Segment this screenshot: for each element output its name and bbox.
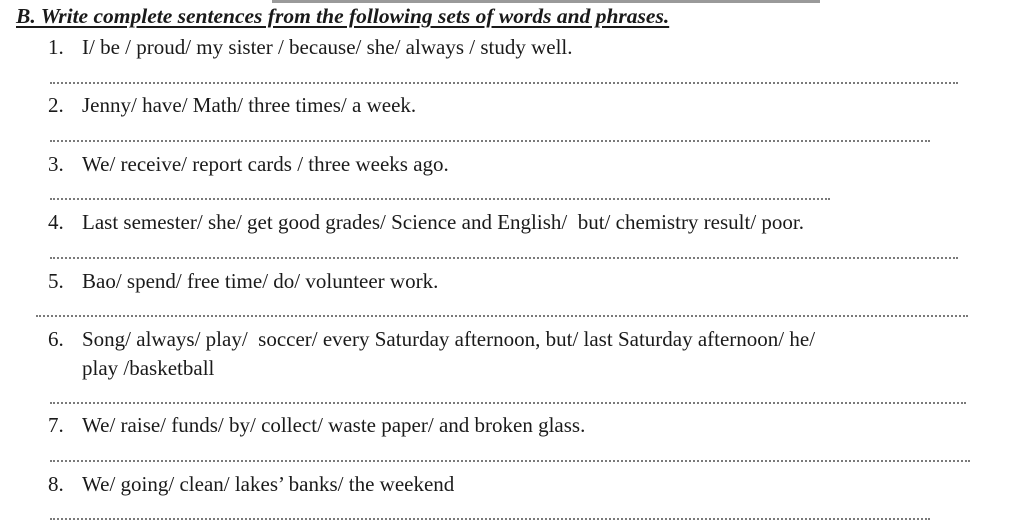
item-number: 7. — [48, 413, 64, 437]
answer-line-8[interactable] — [50, 518, 930, 520]
item-prompt: I/ be / proud/ my sister / because/ she/ always / study well. — [82, 35, 573, 59]
item-prompt: Song/ always/ play/ soccer/ every Saturday afternoon, but/ last Saturday afternoon/ he/ play /basketball — [82, 327, 816, 380]
answer-line-4[interactable] — [50, 257, 958, 259]
answer-line-5[interactable] — [36, 315, 968, 317]
answer-line-2[interactable] — [50, 140, 930, 142]
item-prompt: Last semester/ she/ get good grades/ Science and English/ but/ chemistry result/ poor. — [82, 210, 805, 234]
item-number: 4. — [48, 210, 64, 234]
answer-line-6[interactable] — [50, 402, 966, 404]
section-heading: B. Write complete sentences from the following sets of words and phrases. — [16, 4, 670, 28]
item-number: 3. — [48, 152, 64, 176]
item-prompt: We/ going/ clean/ lakes’ banks/ the weekend — [82, 472, 455, 496]
item-number: 6. — [48, 327, 64, 351]
item-prompt: We/ receive/ report cards / three weeks ago. — [82, 152, 449, 176]
item-prompt: Jenny/ have/ Math/ three times/ a week. — [82, 93, 417, 117]
item-prompt: Bao/ spend/ free time/ do/ volunteer work. — [82, 269, 439, 293]
item-number: 1. — [48, 35, 64, 59]
item-number: 5. — [48, 269, 64, 293]
answer-line-1[interactable] — [50, 82, 958, 84]
item-number: 8. — [48, 472, 64, 496]
answer-line-7[interactable] — [50, 460, 970, 462]
answer-line-3[interactable] — [50, 198, 830, 200]
item-prompt: We/ raise/ funds/ by/ collect/ waste paper/ and broken glass. — [82, 413, 586, 437]
top-rule — [272, 0, 820, 3]
item-number: 2. — [48, 93, 64, 117]
